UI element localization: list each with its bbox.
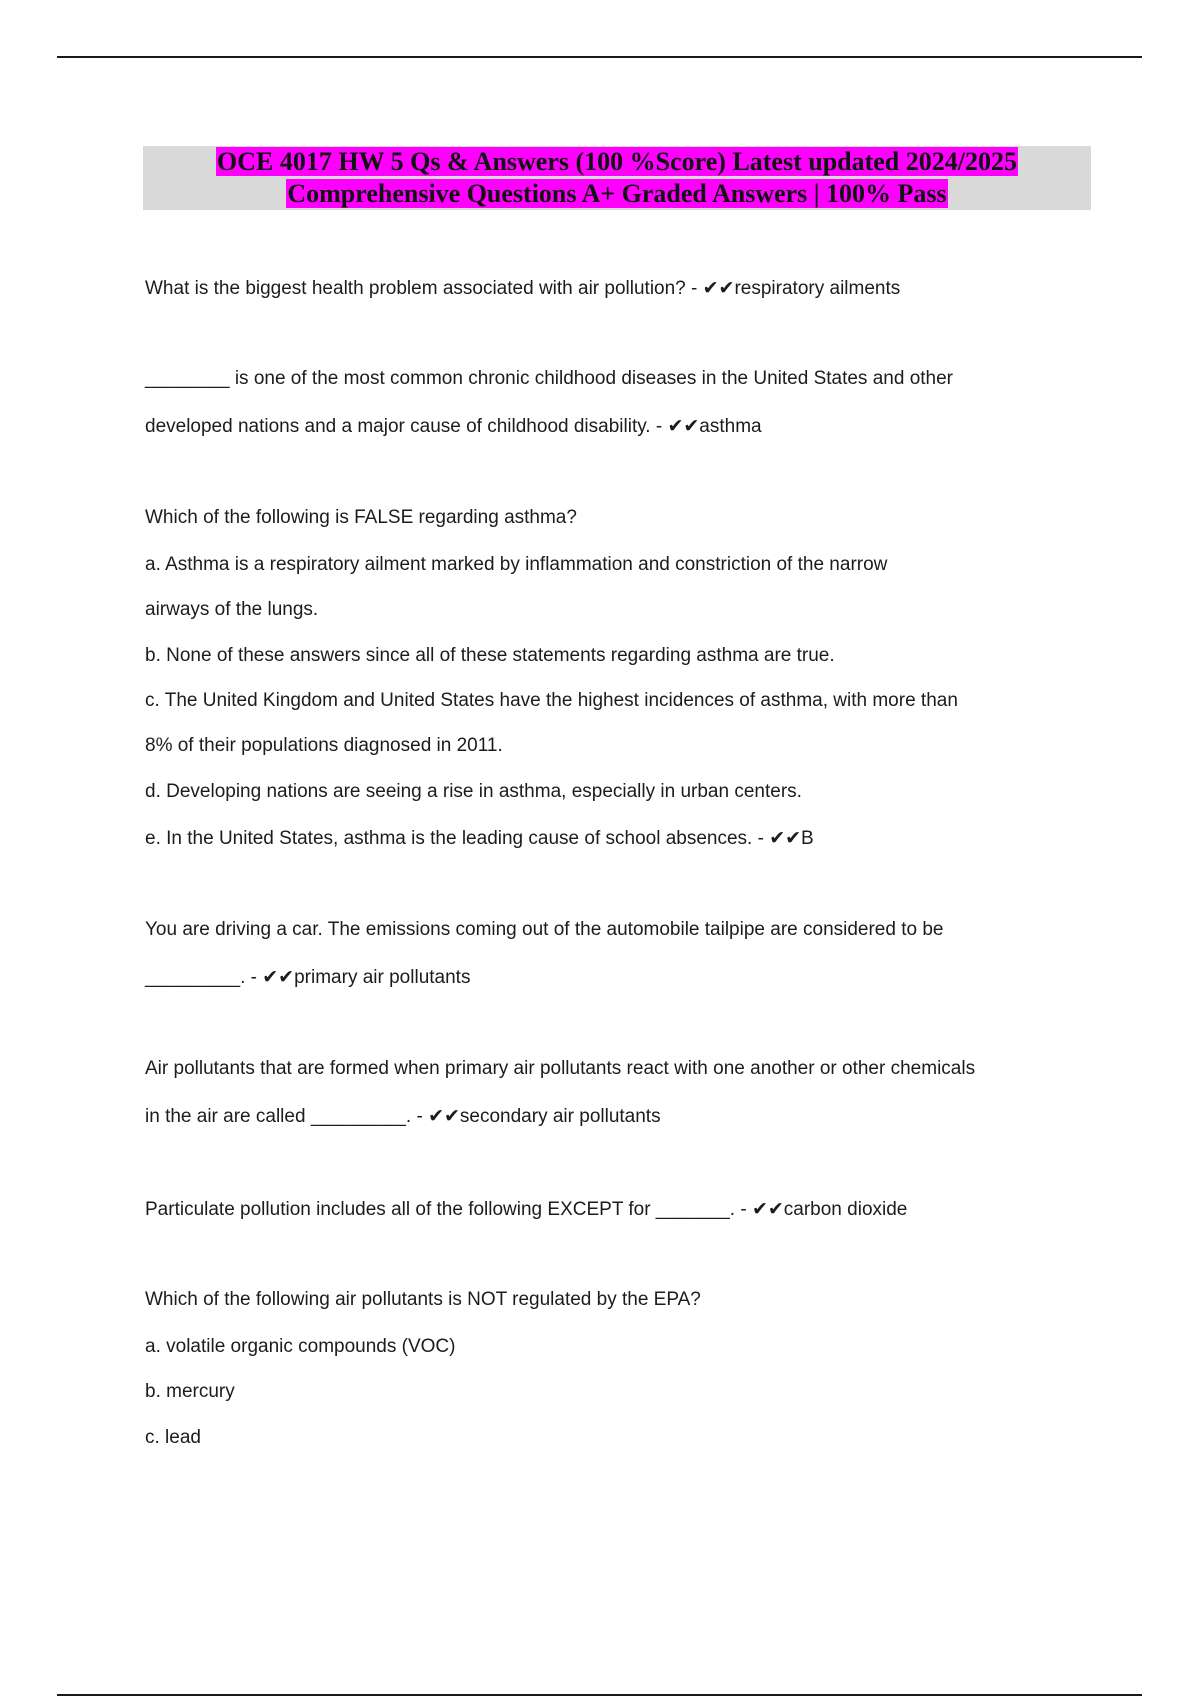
question-4-line-2: _________. - ✔✔primary air pollutants — [145, 967, 471, 988]
question-7-option-c: c. lead — [145, 1427, 201, 1448]
question-2-line-2: developed nations and a major cause of childhood disability. - ✔✔asthma — [145, 416, 762, 437]
title-text-2: Comprehensive Questions A+ Graded Answers | 100% Pass — [287, 179, 947, 208]
question-4-line-1: You are driving a car. The emissions coming out of the automobile tailpipe are considered to be — [145, 919, 944, 940]
question-3-option-d: d. Developing nations are seeing a rise in asthma, especially in urban centers. — [145, 781, 802, 802]
question-3-stem: Which of the following is FALSE regarding asthma? — [145, 507, 577, 528]
document-title — [143, 146, 1091, 210]
question-3-option-c-line-1: c. The United Kingdom and United States have the highest incidences of asthma, with more than — [145, 690, 958, 711]
title-text-1: OCE 4017 HW 5 Qs & Answers (100 %Score) Latest updated 2024/2025 — [217, 147, 1017, 176]
question-7-option-a: a. volatile organic compounds (VOC) — [145, 1336, 456, 1357]
question-1: What is the biggest health problem associated with air pollution? - ✔✔respiratory ailments — [145, 278, 901, 299]
question-5-line-1: Air pollutants that are formed when primary air pollutants react with one another or other chemicals — [145, 1058, 976, 1079]
footer-rule — [57, 1694, 1142, 1696]
question-3-option-a-line-1: a. Asthma is a respiratory ailment marked by inflammation and constriction of the narrow — [145, 554, 888, 575]
question-3-option-b: b. None of these answers since all of these statements regarding asthma are true. — [145, 645, 835, 666]
title-line-2 — [143, 178, 1091, 210]
question-7-stem: Which of the following air pollutants is NOT regulated by the EPA? — [145, 1289, 701, 1310]
question-3-option-c-line-2: 8% of their populations diagnosed in 2011. — [145, 735, 503, 756]
question-2-line-1: ________ is one of the most common chronic childhood diseases in the United States and other — [145, 368, 954, 389]
question-5-line-2: in the air are called _________. - ✔✔secondary air pollutants — [145, 1106, 661, 1127]
question-3-option-e: e. In the United States, asthma is the leading cause of school absences. - ✔✔B — [145, 828, 814, 849]
title-line-1 — [143, 146, 1091, 178]
header-rule — [57, 56, 1142, 58]
question-3-option-a-line-2: airways of the lungs. — [145, 599, 319, 620]
question-6: Particulate pollution includes all of the following EXCEPT for _______. - ✔✔carbon dioxide — [145, 1199, 908, 1220]
question-7-option-b: b. mercury — [145, 1381, 235, 1402]
